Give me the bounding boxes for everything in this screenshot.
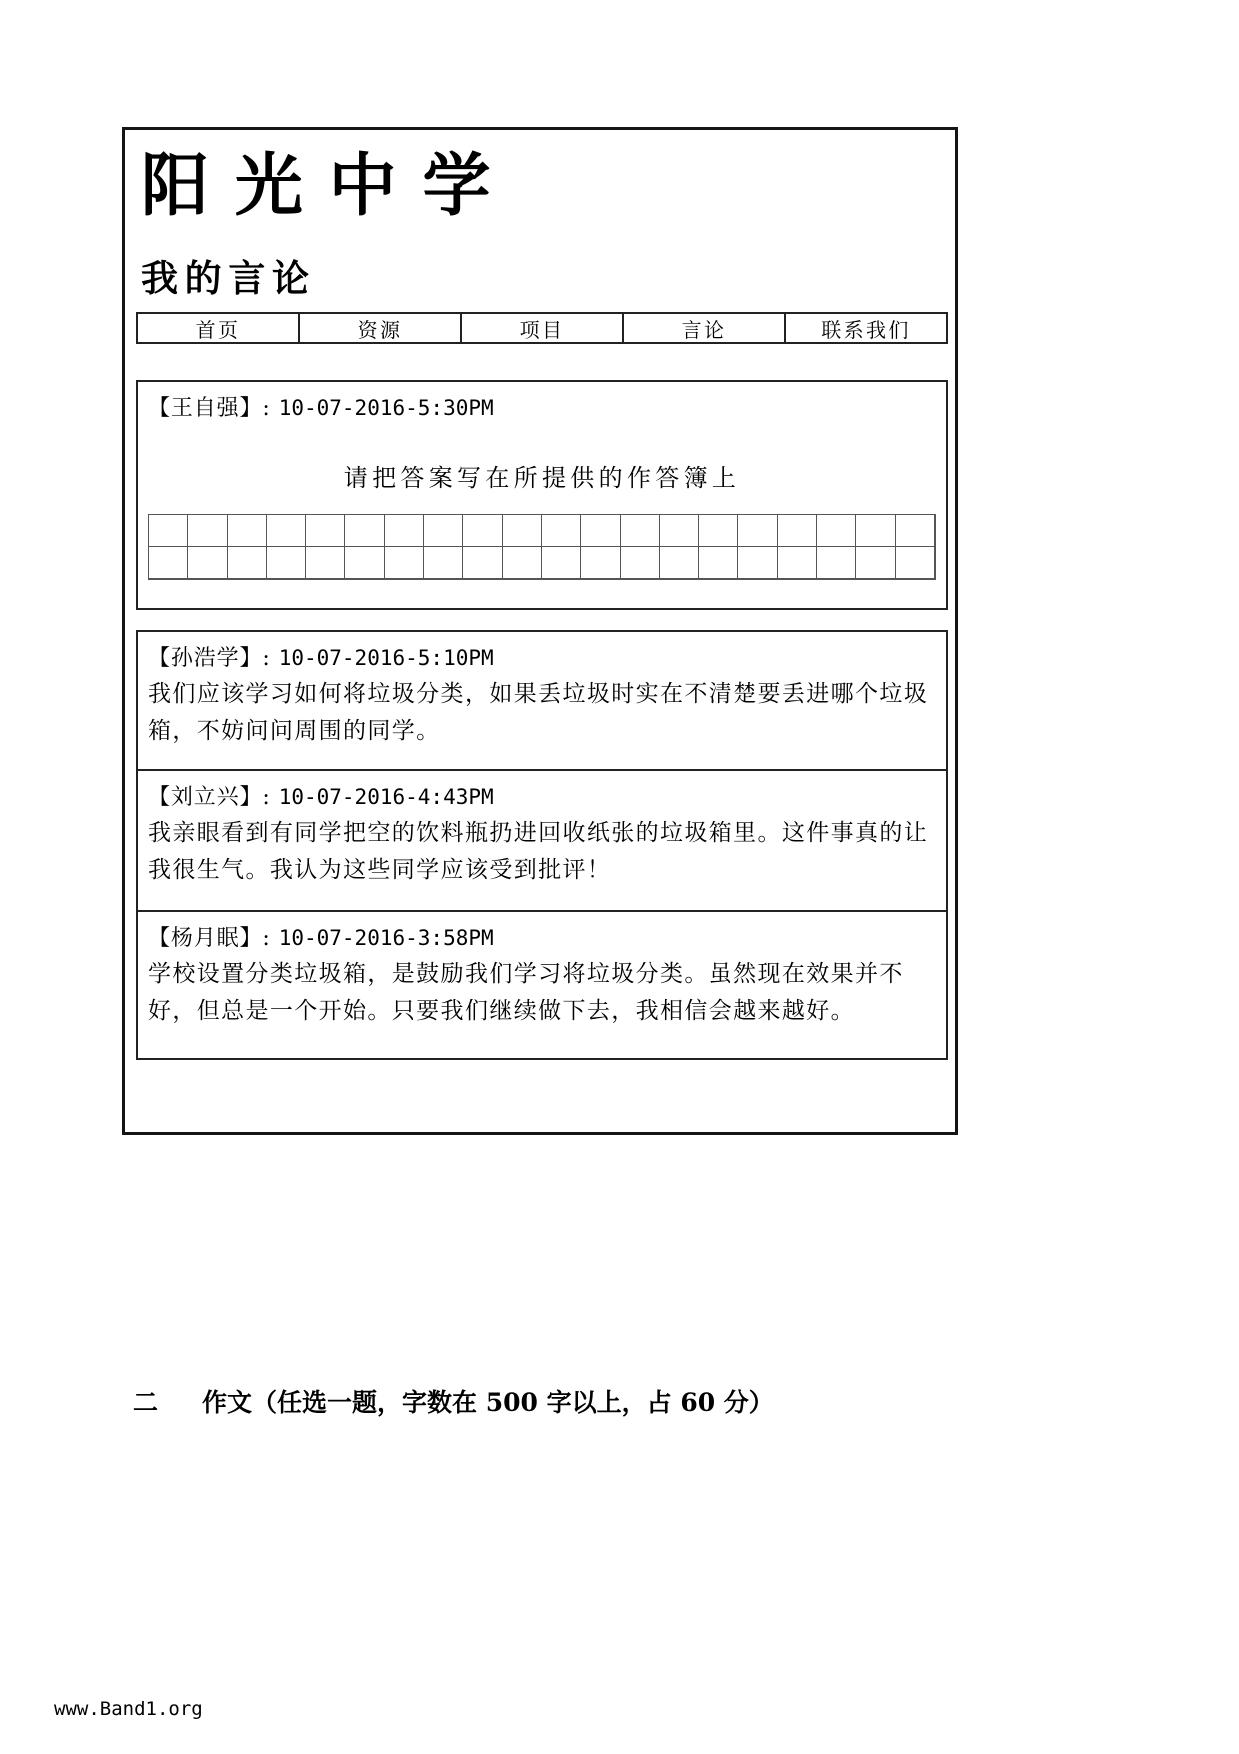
post-author: 【杨月眠】: <box>148 926 271 951</box>
answer-grid-cell <box>896 515 935 547</box>
webpage-frame <box>122 127 958 1135</box>
answer-grid-cell <box>896 547 935 579</box>
answer-grid-cell <box>699 547 738 579</box>
post-timestamp: 10-07-2016-5:10PM <box>278 646 494 670</box>
answer-grid-cell <box>463 515 502 547</box>
answer-grid-cell <box>581 515 620 547</box>
post-item <box>138 632 946 769</box>
post-body: 学校设置分类垃圾箱，是鼓励我们学习将垃圾分类。虽然现在效果并不好，但总是一个开始。只要我们继续做下去，我相信会越来越好。 <box>148 961 904 1024</box>
nav-item-projects[interactable]: 项目 <box>460 314 622 342</box>
answer-grid-cell <box>660 515 699 547</box>
answer-grid-cell <box>424 547 463 579</box>
answer-grid-cell <box>463 547 502 579</box>
answer-grid-cell <box>306 547 345 579</box>
answer-grid-cell <box>385 515 424 547</box>
answer-grid-cell <box>228 547 267 579</box>
answer-grid <box>148 514 936 580</box>
post-body: 我们应该学习如何将垃圾分类，如果丢垃圾时实在不清楚要丢进哪个垃圾箱，不妨问问周围的同学。 <box>148 681 929 744</box>
answer-grid-cell <box>503 547 542 579</box>
essay-prompt-text: 作文（任选一题，字数在 500 字以上，占 60 分） <box>202 1388 774 1417</box>
answer-grid-cell <box>542 547 581 579</box>
nav-item-home[interactable]: 首页 <box>195 317 241 342</box>
answer-grid-cell <box>856 515 895 547</box>
site-title: 阳光中学 <box>141 146 517 226</box>
nav-bar <box>136 312 948 344</box>
answer-grid-cell <box>503 515 542 547</box>
post-header <box>138 912 946 952</box>
post-timestamp: 10-07-2016-3:58PM <box>278 926 494 950</box>
post-item <box>138 769 946 910</box>
answer-grid-cell <box>856 547 895 579</box>
answer-grid-cell <box>267 515 306 547</box>
post-header <box>138 632 946 672</box>
post-author: 【刘立兴】: <box>148 785 271 810</box>
pinned-post-timestamp: 10-07-2016-5:30PM <box>278 396 494 420</box>
answer-grid-cell <box>778 547 817 579</box>
footer-url: www.Band1.org <box>54 1698 203 1720</box>
pinned-post-author: 【王自强】: <box>148 396 271 421</box>
nav-item-contact[interactable]: 联系我们 <box>784 314 946 342</box>
posts-list <box>136 630 948 1060</box>
essay-prompt <box>133 1383 774 1419</box>
essay-prompt-number: 二 <box>133 1388 159 1417</box>
answer-grid-cell <box>188 547 227 579</box>
answer-grid-cell <box>778 515 817 547</box>
pinned-post <box>136 380 948 610</box>
post-item <box>138 910 946 1058</box>
post-header <box>138 771 946 811</box>
pinned-post-header <box>138 382 946 422</box>
answer-grid-cell <box>738 547 777 579</box>
answer-grid-cell <box>385 547 424 579</box>
answer-grid-cell <box>581 547 620 579</box>
nav-item-comments[interactable]: 言论 <box>622 314 784 342</box>
answer-grid-cell <box>817 515 856 547</box>
answer-grid-cell <box>542 515 581 547</box>
answer-grid-cell <box>660 547 699 579</box>
nav-item-resources[interactable]: 资源 <box>298 314 460 342</box>
answer-grid-cell <box>306 515 345 547</box>
section-title: 我的言论 <box>141 256 316 300</box>
answer-grid-cell <box>345 547 384 579</box>
answer-grid-cell <box>188 515 227 547</box>
answer-grid-cell <box>699 515 738 547</box>
post-timestamp: 10-07-2016-4:43PM <box>278 785 494 809</box>
answer-grid-cell <box>149 515 188 547</box>
answer-grid-cell <box>621 515 660 547</box>
post-author: 【孙浩学】: <box>148 646 271 671</box>
answer-grid-cell <box>345 515 384 547</box>
answer-grid-cell <box>424 515 463 547</box>
answer-grid-cell <box>817 547 856 579</box>
notice-text: 请把答案写在所提供的作答簿上 <box>343 464 741 492</box>
answer-grid-cell <box>738 515 777 547</box>
answer-grid-cell <box>267 547 306 579</box>
answer-grid-cell <box>149 547 188 579</box>
answer-grid-cell <box>621 547 660 579</box>
answer-grid-cell <box>228 515 267 547</box>
post-body: 我亲眼看到有同学把空的饮料瓶扔进回收纸张的垃圾箱里。这件事真的让我很生气。我认为这些同学应该受到批评！ <box>148 820 929 883</box>
